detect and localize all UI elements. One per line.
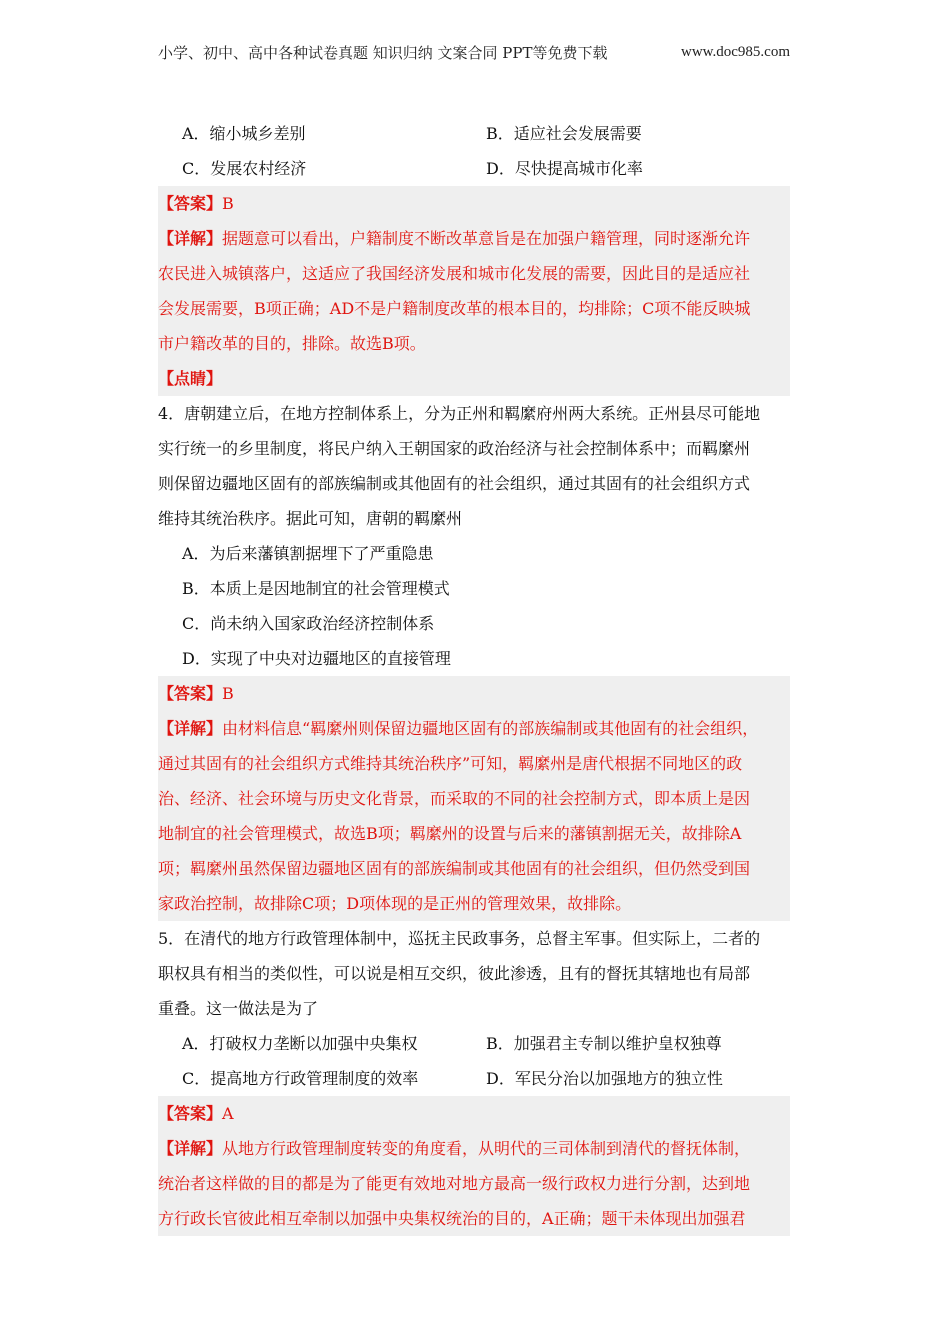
q3-option-a: A．缩小城乡差别	[182, 124, 306, 143]
answer-value: B	[222, 194, 234, 213]
answer-tag: 【答案】	[158, 684, 223, 703]
q4-stem-line: 则保留边疆地区固有的部族编制或其他固有的社会组织，通过其固有的社会组织方式	[158, 474, 751, 493]
q5-stem-line: 职权具有相当的类似性，可以说是相互交织，彼此渗透，且有的督抚其辖地也有局部	[158, 964, 751, 983]
q4-option-c: C．尚未纳入国家政治经济控制体系	[182, 614, 435, 633]
q4-detail-line: 治、经济、社会环境与历史文化背景，而采取的不同的社会控制方式，即本质上是因	[158, 789, 751, 808]
q5-option-d: D．军民分治以加强地方的独立性	[486, 1069, 723, 1088]
detail-tag: 【详解】	[158, 719, 223, 738]
q3-detail-line: 会发展需要，B项正确；AD不是户籍制度改革的根本目的，均排除；C项不能反映城	[158, 299, 751, 318]
header-site: www.doc985.com	[680, 43, 790, 60]
q3-answer-block	[158, 186, 790, 396]
q5-options-row-1	[158, 1026, 790, 1061]
q3-option-b: B．适应社会发展需要	[486, 124, 642, 143]
q5-options-row-2	[158, 1061, 790, 1096]
q3-detail-line	[158, 221, 790, 256]
q5-detail-line: 方行政长官彼此相互牵制以加强中央集权统治的目的，A正确；题干未体现出加强君	[158, 1209, 746, 1228]
q5-option-c: C．提高地方行政管理制度的效率	[182, 1069, 419, 1088]
detail-text: 从地方行政管理制度转变的角度看，从明代的三司体制到清代的督抚体制，	[222, 1139, 751, 1158]
document-body	[158, 116, 790, 1236]
q4-detail-line: 地制宜的社会管理模式，故选B项；羁縻州的设置与后来的藩镇割据无关，故排除A	[158, 824, 742, 843]
q5-answer-block	[158, 1096, 790, 1236]
q3-detail-line: 农民进入城镇落户，这适应了我国经济发展和城市化发展的需要，因此目的是适应社	[158, 264, 751, 283]
q4-stem-line: 实行统一的乡里制度，将民户纳入王朝国家的政治经济与社会控制体系中；而羁縻州	[158, 439, 751, 458]
answer-tag: 【答案】	[158, 1104, 223, 1123]
q3-option-d: D．尽快提高城市化率	[486, 159, 643, 178]
q5-stem-line: 重叠。这一做法是为了	[158, 999, 319, 1018]
q5-option-a: A．打破权力垄断以加强中央集权	[182, 1034, 418, 1053]
detail-text: 据题意可以看出，户籍制度不断改革意旨是在加强户籍管理，同时逐渐允许	[222, 229, 751, 248]
q3-answer	[158, 186, 790, 221]
q5-detail-line	[158, 1131, 790, 1166]
header-text: 小学、初中、高中各种试卷真题 知识归纳 文案合同 PPT等免费下载	[158, 43, 608, 62]
q4-option-a: A．为后来藩镇割据埋下了严重隐患	[182, 544, 434, 563]
q5-detail-line: 统治者这样做的目的都是为了能更有效地对地方最高一级行政权力进行分割，达到地	[158, 1174, 751, 1193]
detail-tag: 【详解】	[158, 229, 223, 248]
q5-stem-line: 5．在清代的地方行政管理体制中，巡抚主民政事务，总督主军事。但实际上，二者的	[158, 929, 761, 948]
q3-option-c: C．发展农村经济	[182, 159, 307, 178]
detail-text: 由材料信息“羁縻州则保留边疆地区固有的部族编制或其他固有的社会组织，	[222, 719, 759, 738]
answer-tag: 【答案】	[158, 194, 223, 213]
q4-detail-line: 通过其固有的社会组织方式维持其统治秩序”可知，羁縻州是唐代根据不同地区的政	[158, 754, 743, 773]
q4-detail-line	[158, 711, 790, 746]
q4-option-d: D．实现了中央对边疆地区的直接管理	[182, 649, 451, 668]
q4-detail-line: 家政治控制，故排除C项；D项体现的是正州的管理效果，故排除。	[158, 894, 632, 913]
q4-answer	[158, 676, 790, 711]
answer-value: B	[222, 684, 234, 703]
q5-answer	[158, 1096, 790, 1131]
detail-tag: 【详解】	[158, 1139, 223, 1158]
answer-value: A	[222, 1104, 234, 1123]
q4-stem-line: 维持其统治秩序。据此可知，唐朝的羁縻州	[158, 509, 463, 528]
q4-stem-line: 4．唐朝建立后，在地方控制体系上，分为正州和羁縻府州两大系统。正州县尽可能地	[158, 404, 761, 423]
q4-answer-block	[158, 676, 790, 921]
q3-options-row-1	[158, 116, 790, 151]
q3-tip	[158, 361, 790, 396]
q4-detail-line: 项；羁縻州虽然保留边疆地区固有的部族编制或其他固有的社会组织，但仍然受到国	[158, 859, 751, 878]
page-header	[158, 40, 790, 64]
tip-tag: 【点睛】	[158, 369, 223, 388]
q4-option-b: B．本质上是因地制宜的社会管理模式	[182, 579, 450, 598]
q3-options-row-2	[158, 151, 790, 186]
q3-detail-line: 市户籍改革的目的，排除。故选B项。	[158, 334, 426, 353]
q5-option-b: B．加强君主专制以维护皇权独尊	[486, 1034, 722, 1053]
